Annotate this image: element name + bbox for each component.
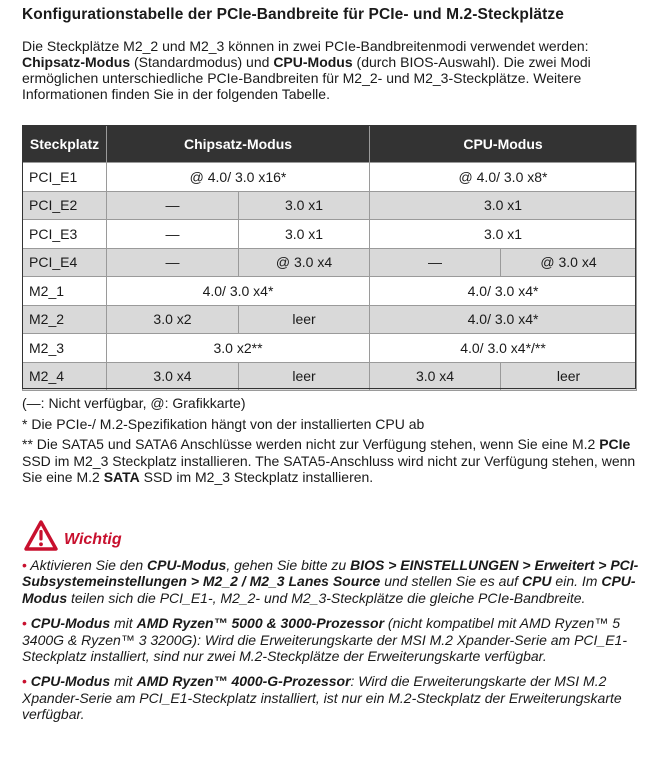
cell-cpu: — [370, 248, 501, 277]
warning-title: Wichtig [64, 531, 122, 548]
cell-chipset: leer [239, 362, 370, 391]
warning-text: (nicht kompatibel mit AMD Ryzen™ 5 3400G & Ryzen™ 3 3200G): Wird die Erweiterungskarte der MSI M.2 Xpander-Serie am PCI_E1-Steckplatz installiert, sind nur zwei M.2-Steckplätze der Erweiterungskarte verfügbar. [22, 615, 627, 665]
cell-chipset: 3.0 x2 [107, 305, 239, 334]
intro-text: (durch BIOS-Auswahl). Die zwei Modi ermöglichen unterschiedliche PCIe-Bandbreiten für M2_2- und M2_3-Steckplätze. Weitere Informationen finden Sie in der folgenden Tabelle. [22, 54, 591, 102]
warning-text: ein. Im [551, 573, 602, 590]
footnote-1: * Die PCIe-/ M.2-Spezifikation hängt von der installierten CPU ab [22, 415, 425, 432]
cell-chipset: 3.0 x1 [239, 220, 370, 249]
table-row [23, 334, 637, 363]
table-row [23, 362, 637, 391]
warning-bold: CPU [521, 573, 552, 590]
footnote-2 [22, 436, 647, 486]
warning-item [22, 557, 647, 606]
cell-cpu: leer [501, 362, 637, 391]
pcie-bandwidth-table [22, 125, 637, 391]
warning-text: und stellen Sie es auf [380, 573, 522, 590]
warning-bold: AMD Ryzen™ 5000 & 3000-Prozessor [136, 615, 385, 632]
cell-cpu: 3.0 x1 [370, 191, 637, 220]
warning-text: teilen sich die PCI_E1-, M2_2- und M2_3-Steckplätze die gleiche PCIe-Bandbreite. [67, 589, 586, 606]
intro-paragraph [22, 38, 642, 102]
cell-chipset: — [107, 220, 239, 249]
intro-cpu-mode: CPU-Modus [273, 54, 353, 70]
table-header-row [23, 126, 637, 163]
warning-text: , gehen Sie bitte zu [226, 557, 351, 573]
warning-bold: CPU-Modus [22, 573, 636, 606]
warning-list [22, 557, 647, 732]
warning-text: mit [110, 615, 137, 632]
bullet: • [22, 615, 27, 632]
warning-header [24, 520, 122, 552]
cell-chipset: @ 3.0 x4 [239, 248, 370, 277]
footnote-bold: SATA [103, 469, 140, 485]
intro-text: (Standardmodus) und [130, 54, 274, 70]
cell-chipset: 3.0 x4 [107, 362, 239, 391]
warning-item [22, 673, 647, 722]
cell-chipset: — [107, 248, 239, 277]
warning-text: : Wird die Erweiterungskarte der MSI M.2 Xpander-Serie am PCI_E1-Steckplatz installiert, ist nur ein M.2-Steckplatz der Erweiterungskarte verfügbar. [22, 673, 622, 723]
cell-cpu: 4.0/ 3.0 x4* [370, 277, 637, 306]
bullet: • [22, 557, 27, 573]
warning-text: mit [110, 673, 137, 690]
cell-slot: PCI_E1 [23, 163, 107, 192]
header-chipset-mode: Chipsatz-Modus [107, 126, 370, 163]
warning-item [22, 615, 647, 664]
cell-cpu: 4.0/ 3.0 x4*/** [370, 334, 637, 363]
cell-cpu: @ 4.0/ 3.0 x8* [370, 163, 637, 192]
header-cpu-mode: CPU-Modus [370, 126, 637, 163]
intro-chipset-mode: Chipsatz-Modus [22, 54, 131, 70]
warning-bold: CPU-Modus [147, 557, 227, 573]
footnote-text: ** Die SATA5 und SATA6 Anschlüsse werden nicht zur Verfügung stehen, wenn Sie eine M.2 [22, 436, 600, 452]
footnote-text: SSD im M2_3 Steckplatz installieren. [139, 469, 374, 485]
cell-slot: PCI_E3 [23, 220, 107, 249]
bullet: • [22, 673, 27, 690]
warning-bios-path: BIOS > EINSTELLUNGEN > Erweitert > PCI-Subsystemeinstellungen > M2_2 / M2_3 Lanes Source [22, 557, 639, 590]
table-row [23, 277, 637, 306]
cell-slot: PCI_E4 [23, 248, 107, 277]
legend-note: (—: Nicht verfügbar, @: Grafikkarte) [22, 395, 246, 411]
intro-text: Die Steckplätze M2_2 und M2_3 können in zwei PCIe-Bandbreitenmodi verwendet werden: [22, 38, 589, 54]
table-row [23, 163, 637, 192]
cell-cpu: 3.0 x4 [370, 362, 501, 391]
warning-icon [24, 520, 58, 552]
cell-slot: M2_3 [23, 334, 107, 363]
page-title: Konfigurationstabelle der PCIe-Bandbreite für PCIe- und M.2-Steckplätze [22, 6, 564, 23]
cell-slot: M2_1 [23, 277, 107, 306]
cell-cpu: 4.0/ 3.0 x4* [370, 305, 637, 334]
header-slot: Steckplatz [23, 126, 107, 163]
table-row [23, 191, 637, 220]
cell-slot: PCI_E2 [23, 191, 107, 220]
cell-cpu: @ 3.0 x4 [501, 248, 637, 277]
cell-chipset: leer [239, 305, 370, 334]
footnote-text: SSD im M2_3 Steckplatz installieren. The SATA5-Anschluss wird nicht zur Verfügung stehen, wenn Sie eine M.2 [22, 452, 636, 485]
cell-chipset: 3.0 x2** [107, 334, 370, 363]
warning-text: Aktivieren Sie den [30, 557, 148, 573]
warning-bold: CPU-Modus [30, 673, 111, 690]
cell-cpu: 3.0 x1 [370, 220, 637, 249]
table-notes [22, 395, 647, 486]
cell-chipset: 4.0/ 3.0 x4* [107, 277, 370, 306]
table-row [23, 220, 637, 249]
cell-chipset: — [107, 191, 239, 220]
cell-slot: M2_4 [23, 362, 107, 391]
table-row [23, 305, 637, 334]
warning-bold: CPU-Modus [30, 615, 111, 632]
cell-chipset: @ 4.0/ 3.0 x16* [107, 163, 370, 192]
footnote-bold: PCIe [599, 436, 631, 452]
cell-slot: M2_2 [23, 305, 107, 334]
table-row [23, 248, 637, 277]
warning-bold: AMD Ryzen™ 4000-G-Prozessor [136, 673, 351, 690]
cell-chipset: 3.0 x1 [239, 191, 370, 220]
